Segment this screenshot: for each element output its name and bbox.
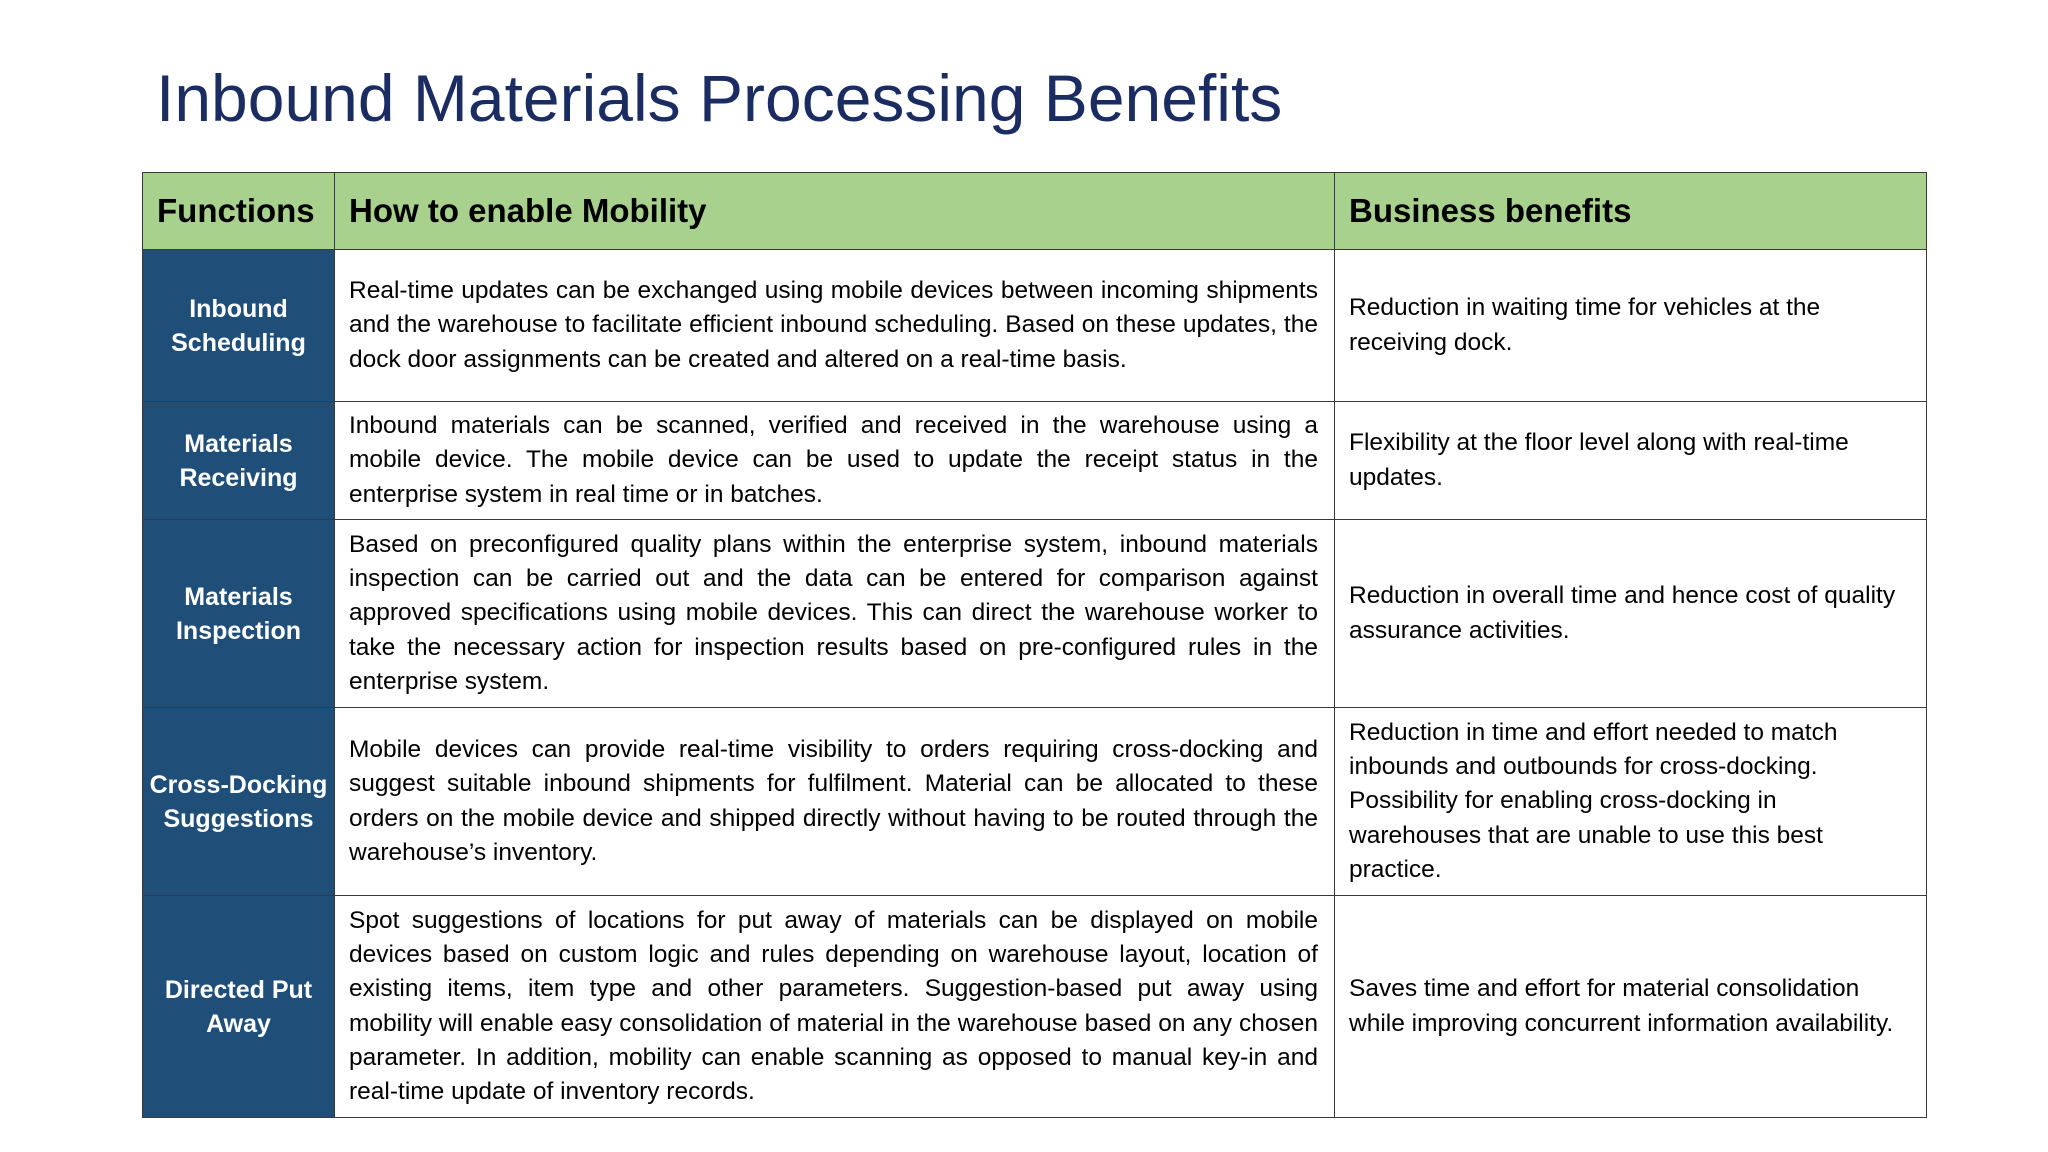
benefit-cell: Flexibility at the floor level along with real-time updates. xyxy=(1335,402,1927,520)
header-business-benefits: Business benefits xyxy=(1335,173,1927,250)
mobility-cell: Real-time updates can be exchanged using mobile devices between incoming shipments and the warehouse to facilitate efficient inbound scheduling. Based on these updates, the dock door assignments can be created and altered on a real-time basis. xyxy=(335,250,1335,402)
table-row xyxy=(143,520,1927,708)
function-cell xyxy=(143,708,335,896)
function-label: Materials Receiving xyxy=(179,429,298,492)
function-label: Materials Inspection xyxy=(175,582,301,645)
page-title: Inbound Materials Processing Benefits xyxy=(156,61,1283,135)
mobility-cell: Spot suggestions of locations for put away of materials can be displayed on mobile devices based on custom logic and rules depending on warehouse layout, location of existing items, item type and other parameters. Suggestion-based put away using mobility will enable easy consolidation of material in the warehouse based on any chosen parameter. In addition, mobility can enable scanning as opposed to manual key-in and real-time update of inventory records. xyxy=(335,896,1335,1118)
function-cell xyxy=(143,250,335,402)
function-label: Inbound Scheduling xyxy=(171,294,306,357)
function-cell xyxy=(143,896,335,1118)
table-header-row xyxy=(143,173,1927,250)
mobility-cell: Based on preconfigured quality plans within the enterprise system, inbound materials inspection can be carried out and the data can be entered for comparison against approved specifications using mobile devices. This can direct the warehouse worker to take the necessary action for inspection results based on pre-configured rules in the enterprise system. xyxy=(335,520,1335,708)
function-cell xyxy=(143,402,335,520)
benefits-table xyxy=(142,172,1927,1118)
benefit-cell: Saves time and effort for material consolidation while improving concurrent information availability. xyxy=(1335,896,1927,1118)
benefit-cell: Reduction in overall time and hence cost of quality assurance activities. xyxy=(1335,520,1927,708)
mobility-cell: Mobile devices can provide real-time visibility to orders requiring cross-docking and suggest suitable inbound shipments for fulfilment. Material can be allocated to these orders on the mobile device and shipped directly without having to be routed through the warehouse’s inventory. xyxy=(335,708,1335,896)
benefit-cell: Reduction in time and effort needed to match inbounds and outbounds for cross-docking. Possibility for enabling cross-docking in warehouses that are unable to use this best practice. xyxy=(1335,708,1927,896)
header-functions: Functions xyxy=(143,173,335,250)
mobility-cell: Inbound materials can be scanned, verified and received in the warehouse using a mobile device. The mobile device can be used to update the receipt status in the enterprise system in real time or in batches. xyxy=(335,402,1335,520)
function-label: Directed Put Away xyxy=(164,975,313,1038)
table-row xyxy=(143,402,1927,520)
table-row xyxy=(143,896,1927,1118)
function-label: Cross-Docking Suggestions xyxy=(149,770,328,833)
table-row xyxy=(143,250,1927,402)
table-row xyxy=(143,708,1927,896)
function-cell xyxy=(143,520,335,708)
header-how-to-enable-mobility: How to enable Mobility xyxy=(335,173,1335,250)
benefit-cell: Reduction in waiting time for vehicles at the receiving dock. xyxy=(1335,250,1927,402)
